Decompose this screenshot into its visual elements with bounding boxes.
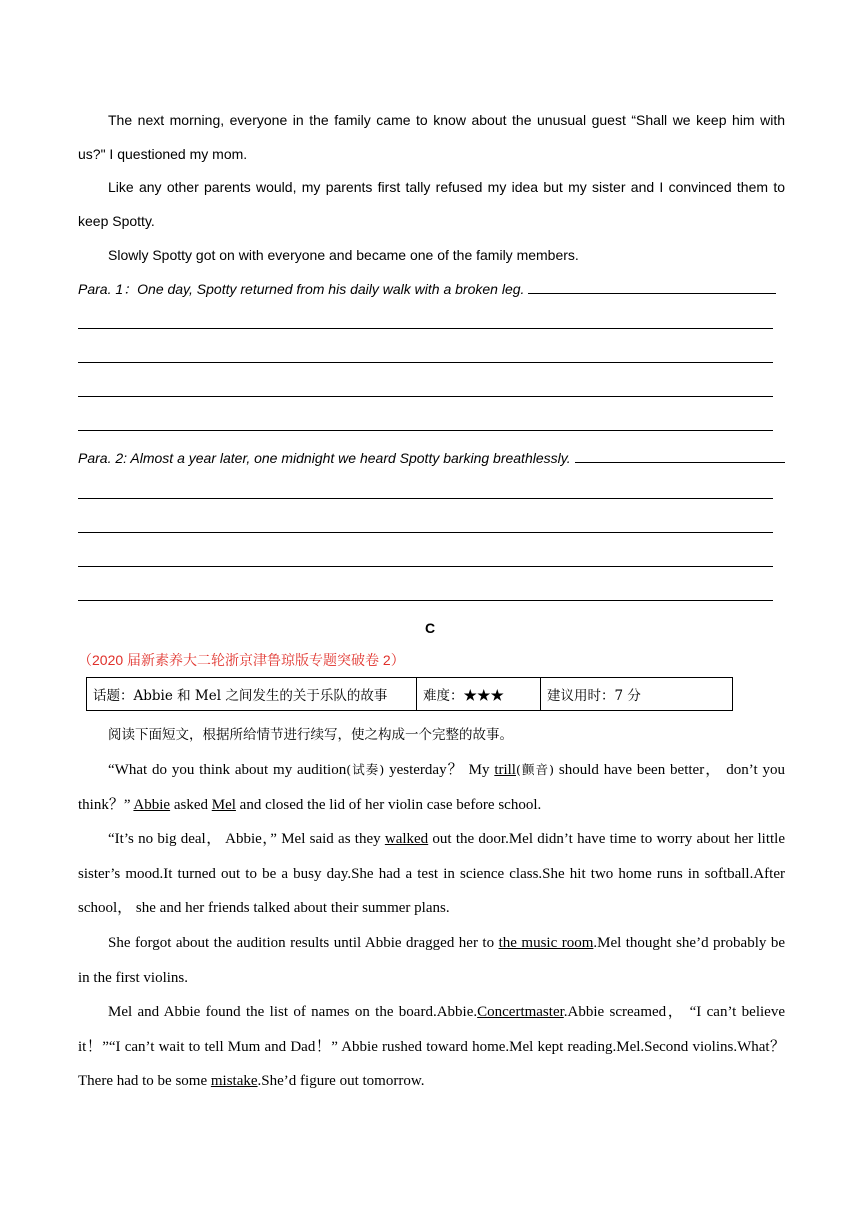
story-paragraph-1: The next morning, everyone in the family came to know about the unusual guest “Shall we keep him with us?" I questioned my mom. <box>78 112 785 162</box>
para2-writing-line[interactable] <box>78 532 773 533</box>
para1-writing-line[interactable] <box>78 328 773 329</box>
info-table <box>86 677 733 711</box>
text-run: .Abbie screamed， “I can’t believe it！”“I can’t wait to tell Mum and Dad！” Abbie rushed toward home.Mel kept reading.Mel.Second violins.What？ There had to be some <box>78 1004 785 1090</box>
time-cell: 建议用时：7 分 <box>540 678 732 710</box>
story-c-paragraph-4 <box>78 995 785 1099</box>
text-run: and closed the lid of her violin case before school. <box>235 796 542 813</box>
text-run: Mel and Abbie found the list of names on the board.Abbie. <box>108 1004 478 1020</box>
text-run: .She’d figure out tomorrow. <box>257 1073 425 1090</box>
gloss: (试奏) <box>346 762 385 777</box>
para2-prompt-text: Para. 2: Almost a year later, one midnight we heard Spotty barking breathlessly. <box>78 450 571 466</box>
para1-prompt-text: Para. 1：One day, Spotty returned from his daily walk with a broken leg. <box>78 281 525 297</box>
text-run: should have been better， don’t you think？” <box>78 762 785 813</box>
text-run: “It’s no big deal， Abbie，” Mel said as they <box>108 831 385 847</box>
text-run: asked <box>170 796 212 813</box>
story-paragraph-3: Slowly Spotty got on with everyone and became one of the family members. <box>108 247 579 263</box>
underlined-word: Concertmaster <box>477 1004 564 1020</box>
instruction-text: 阅读下面短文，根据所给情节进行续写，使之构成一个完整的故事。 <box>108 727 513 743</box>
text-run: She forgot about the audition results until Abbie dragged her to <box>108 935 499 951</box>
source-citation: （2020 届新素养大二轮浙京津鲁琼版专题突破卷 2） <box>78 652 405 668</box>
para2-writing-line[interactable] <box>78 566 773 567</box>
para2-prompt <box>78 448 785 468</box>
underlined-word: trill <box>494 762 516 778</box>
para2-first-blank[interactable] <box>575 448 785 463</box>
underlined-word: mistake <box>210 1073 258 1090</box>
topic-cell: 话题：Abbie 和 Mel 之间发生的关于乐队的故事 <box>93 688 388 704</box>
para1-writing-line[interactable] <box>78 430 773 431</box>
story-c-paragraph-2 <box>78 822 785 926</box>
para2-writing-line[interactable] <box>78 498 773 499</box>
gloss: (颤音) <box>515 762 555 777</box>
text-run: .Mel thought she’d probably be in the first violins. <box>78 935 786 986</box>
para1-writing-line[interactable] <box>78 396 773 397</box>
para1-writing-line[interactable] <box>78 362 773 363</box>
difficulty-cell: 难度：★★★ <box>416 678 540 710</box>
text-run: “What do you think about my audition <box>108 762 347 778</box>
para1-first-blank[interactable] <box>528 279 776 294</box>
text-run: out the door.Mel didn’t have time to worry about her little sister’s mood.It turned out to be a busy day.She had a test in science class.She hit two home runs in softball.After school， she and her friends talked about their summer plans. <box>78 831 786 917</box>
underlined-word: the music room <box>498 935 594 951</box>
story-c-paragraph-3 <box>78 926 785 995</box>
story-paragraph-2: Like any other parents would, my parents first tally refused my idea but my sister and I convinced them to keep Spotty. <box>78 179 785 229</box>
underlined-word: Abbie <box>133 796 171 813</box>
underlined-word: walked <box>384 831 429 847</box>
para2-writing-line[interactable] <box>78 600 773 601</box>
para1-prompt <box>78 279 785 299</box>
section-letter: C <box>424 620 436 636</box>
text-run: yesterday？ My <box>384 762 495 778</box>
underlined-word: Mel <box>211 796 236 813</box>
story-c-paragraph-1 <box>78 753 785 822</box>
